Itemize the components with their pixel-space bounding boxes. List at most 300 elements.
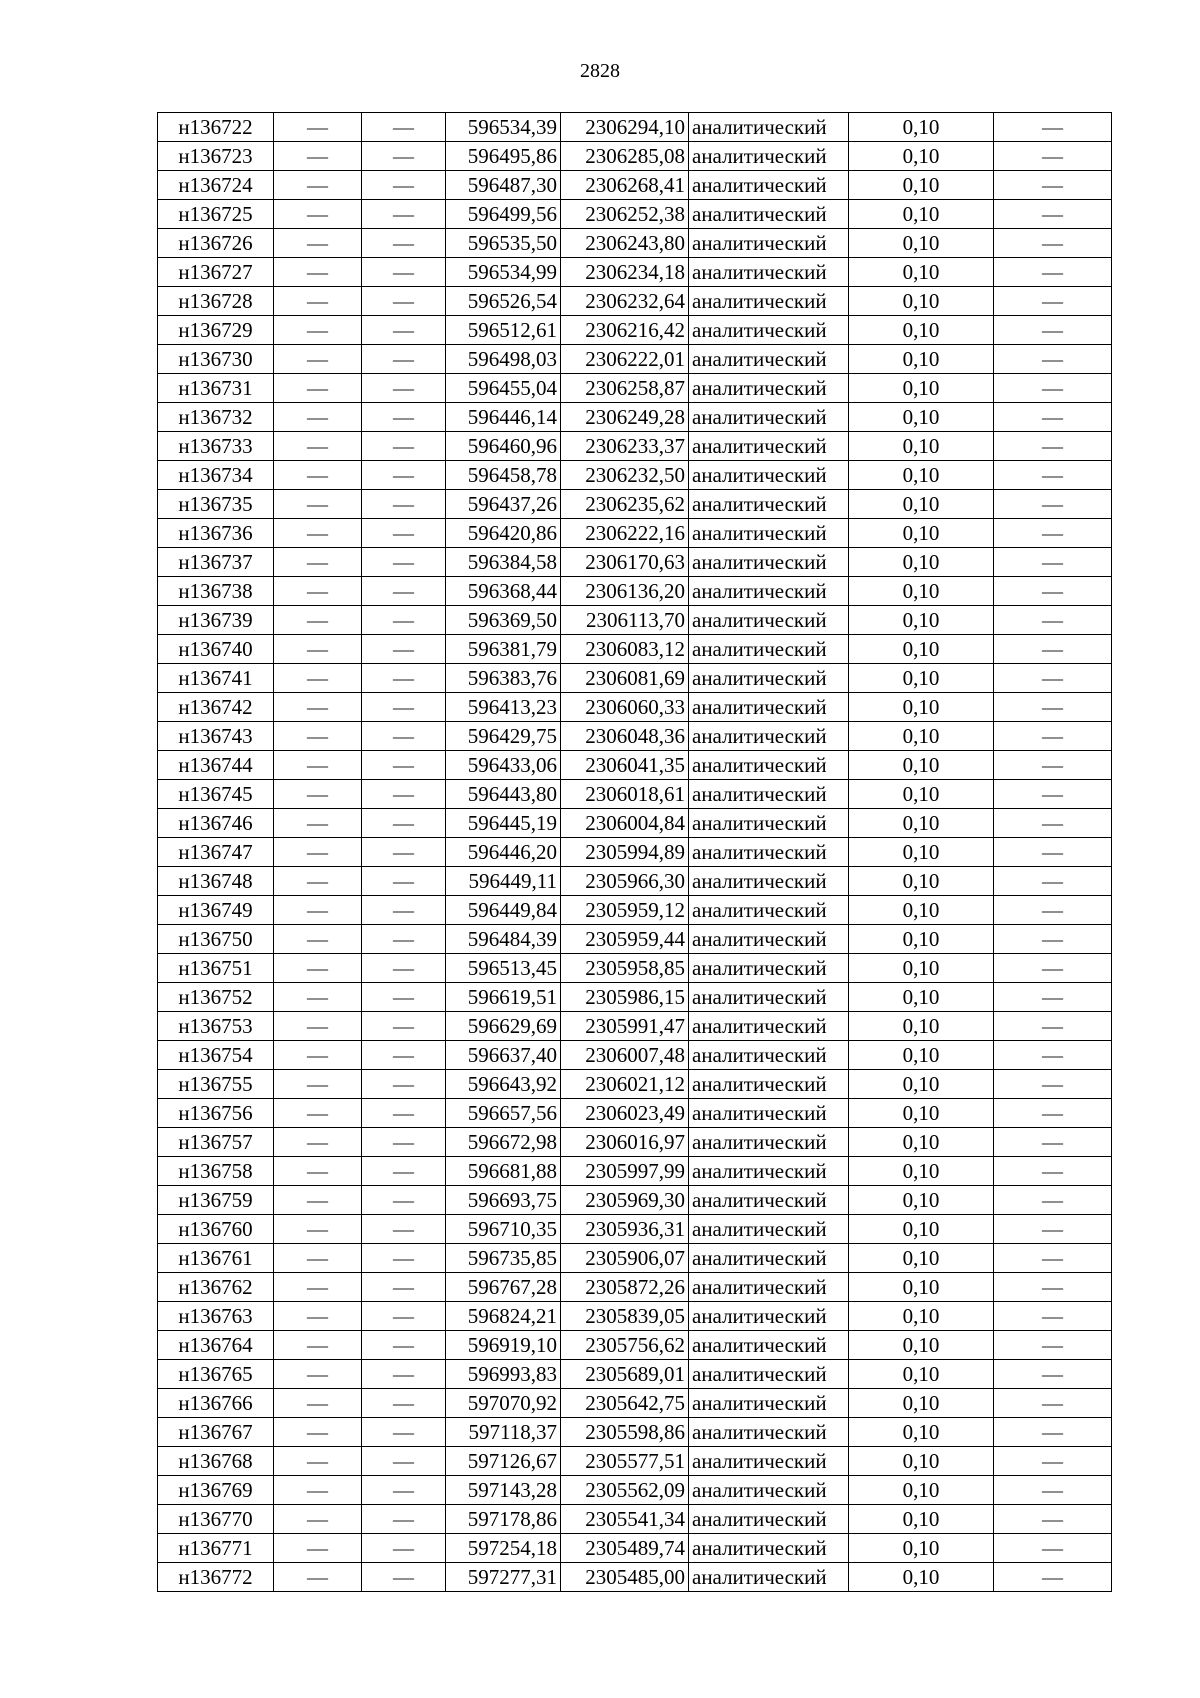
page-number: 2828 (580, 60, 620, 82)
point-id-cell: н136725 (158, 200, 274, 229)
empty-dash-cell: — (274, 1302, 362, 1331)
method-cell: аналитический (689, 1331, 849, 1360)
method-cell: аналитический (689, 577, 849, 606)
accuracy-cell: 0,10 (849, 1534, 994, 1563)
table-row (158, 1012, 1112, 1041)
point-id-cell: н136764 (158, 1331, 274, 1360)
y-coordinate-cell: 2306233,37 (561, 432, 689, 461)
empty-dash-cell: — (362, 403, 446, 432)
empty-dash-cell: — (274, 809, 362, 838)
table-row (158, 1505, 1112, 1534)
empty-dash-cell: — (994, 1534, 1112, 1563)
empty-dash-cell: — (994, 1244, 1112, 1273)
empty-dash-cell: — (362, 838, 446, 867)
x-coordinate-cell: 596735,85 (446, 1244, 561, 1273)
y-coordinate-cell: 2306004,84 (561, 809, 689, 838)
accuracy-cell: 0,10 (849, 925, 994, 954)
x-coordinate-cell: 596443,80 (446, 780, 561, 809)
empty-dash-cell: — (994, 954, 1112, 983)
point-id-cell: н136768 (158, 1447, 274, 1476)
method-cell: аналитический (689, 1302, 849, 1331)
point-id-cell: н136754 (158, 1041, 274, 1070)
empty-dash-cell: — (362, 1360, 446, 1389)
point-id-cell: н136752 (158, 983, 274, 1012)
accuracy-cell: 0,10 (849, 1476, 994, 1505)
method-cell: аналитический (689, 1360, 849, 1389)
y-coordinate-cell: 2305756,62 (561, 1331, 689, 1360)
table-row (158, 200, 1112, 229)
y-coordinate-cell: 2306113,70 (561, 606, 689, 635)
empty-dash-cell: — (362, 1563, 446, 1592)
empty-dash-cell: — (274, 1215, 362, 1244)
empty-dash-cell: — (362, 722, 446, 751)
point-id-cell: н136765 (158, 1360, 274, 1389)
table-row (158, 1273, 1112, 1302)
y-coordinate-cell: 2305839,05 (561, 1302, 689, 1331)
empty-dash-cell: — (362, 229, 446, 258)
x-coordinate-cell: 596681,88 (446, 1157, 561, 1186)
table-row (158, 693, 1112, 722)
empty-dash-cell: — (994, 896, 1112, 925)
y-coordinate-cell: 2305994,89 (561, 838, 689, 867)
table-row (158, 1476, 1112, 1505)
empty-dash-cell: — (362, 1070, 446, 1099)
accuracy-cell: 0,10 (849, 432, 994, 461)
empty-dash-cell: — (274, 490, 362, 519)
y-coordinate-cell: 2306235,62 (561, 490, 689, 519)
y-coordinate-cell: 2306081,69 (561, 664, 689, 693)
empty-dash-cell: — (362, 1012, 446, 1041)
x-coordinate-cell: 596672,98 (446, 1128, 561, 1157)
y-coordinate-cell: 2305598,86 (561, 1418, 689, 1447)
empty-dash-cell: — (994, 200, 1112, 229)
table-row (158, 1215, 1112, 1244)
empty-dash-cell: — (274, 1447, 362, 1476)
x-coordinate-cell: 596381,79 (446, 635, 561, 664)
empty-dash-cell: — (994, 635, 1112, 664)
x-coordinate-cell: 596484,39 (446, 925, 561, 954)
empty-dash-cell: — (274, 1418, 362, 1447)
empty-dash-cell: — (994, 664, 1112, 693)
point-id-cell: н136772 (158, 1563, 274, 1592)
x-coordinate-cell: 596413,23 (446, 693, 561, 722)
point-id-cell: н136738 (158, 577, 274, 606)
empty-dash-cell: — (274, 113, 362, 142)
method-cell: аналитический (689, 1157, 849, 1186)
point-id-cell: н136767 (158, 1418, 274, 1447)
point-id-cell: н136749 (158, 896, 274, 925)
y-coordinate-cell: 2306007,48 (561, 1041, 689, 1070)
empty-dash-cell: — (994, 1563, 1112, 1592)
empty-dash-cell: — (362, 925, 446, 954)
point-id-cell: н136759 (158, 1186, 274, 1215)
empty-dash-cell: — (362, 983, 446, 1012)
x-coordinate-cell: 597070,92 (446, 1389, 561, 1418)
x-coordinate-cell: 596449,11 (446, 867, 561, 896)
empty-dash-cell: — (362, 519, 446, 548)
y-coordinate-cell: 2305997,99 (561, 1157, 689, 1186)
table-row (158, 1157, 1112, 1186)
x-coordinate-cell: 596498,03 (446, 345, 561, 374)
accuracy-cell: 0,10 (849, 1505, 994, 1534)
table-row (158, 867, 1112, 896)
x-coordinate-cell: 596693,75 (446, 1186, 561, 1215)
method-cell: аналитический (689, 1273, 849, 1302)
y-coordinate-cell: 2306234,18 (561, 258, 689, 287)
table-row (158, 1389, 1112, 1418)
method-cell: аналитический (689, 1534, 849, 1563)
empty-dash-cell: — (274, 142, 362, 171)
accuracy-cell: 0,10 (849, 1418, 994, 1447)
empty-dash-cell: — (274, 1505, 362, 1534)
table-row (158, 954, 1112, 983)
point-id-cell: н136744 (158, 751, 274, 780)
empty-dash-cell: — (994, 1099, 1112, 1128)
empty-dash-cell: — (274, 983, 362, 1012)
method-cell: аналитический (689, 287, 849, 316)
empty-dash-cell: — (362, 780, 446, 809)
method-cell: аналитический (689, 374, 849, 403)
empty-dash-cell: — (362, 1041, 446, 1070)
method-cell: аналитический (689, 229, 849, 258)
x-coordinate-cell: 596534,39 (446, 113, 561, 142)
method-cell: аналитический (689, 113, 849, 142)
method-cell: аналитический (689, 1012, 849, 1041)
empty-dash-cell: — (994, 1389, 1112, 1418)
empty-dash-cell: — (994, 171, 1112, 200)
table-row (158, 1534, 1112, 1563)
empty-dash-cell: — (362, 1128, 446, 1157)
point-id-cell: н136722 (158, 113, 274, 142)
point-id-cell: н136753 (158, 1012, 274, 1041)
empty-dash-cell: — (994, 693, 1112, 722)
method-cell: аналитический (689, 1476, 849, 1505)
y-coordinate-cell: 2306243,80 (561, 229, 689, 258)
point-id-cell: н136727 (158, 258, 274, 287)
table-row (158, 287, 1112, 316)
empty-dash-cell: — (274, 432, 362, 461)
empty-dash-cell: — (274, 780, 362, 809)
point-id-cell: н136724 (158, 171, 274, 200)
x-coordinate-cell: 596384,58 (446, 548, 561, 577)
point-id-cell: н136736 (158, 519, 274, 548)
y-coordinate-cell: 2306216,42 (561, 316, 689, 345)
empty-dash-cell: — (994, 548, 1112, 577)
empty-dash-cell: — (362, 258, 446, 287)
empty-dash-cell: — (274, 751, 362, 780)
x-coordinate-cell: 596369,50 (446, 606, 561, 635)
empty-dash-cell: — (274, 1012, 362, 1041)
empty-dash-cell: — (362, 1534, 446, 1563)
accuracy-cell: 0,10 (849, 780, 994, 809)
point-id-cell: н136739 (158, 606, 274, 635)
y-coordinate-cell: 2305872,26 (561, 1273, 689, 1302)
empty-dash-cell: — (362, 693, 446, 722)
accuracy-cell: 0,10 (849, 113, 994, 142)
empty-dash-cell: — (274, 1157, 362, 1186)
y-coordinate-cell: 2306060,33 (561, 693, 689, 722)
method-cell: аналитический (689, 780, 849, 809)
point-id-cell: н136741 (158, 664, 274, 693)
x-coordinate-cell: 596446,20 (446, 838, 561, 867)
accuracy-cell: 0,10 (849, 403, 994, 432)
point-id-cell: н136745 (158, 780, 274, 809)
method-cell: аналитический (689, 1128, 849, 1157)
empty-dash-cell: — (274, 229, 362, 258)
empty-dash-cell: — (362, 113, 446, 142)
method-cell: аналитический (689, 925, 849, 954)
point-id-cell: н136733 (158, 432, 274, 461)
empty-dash-cell: — (994, 606, 1112, 635)
empty-dash-cell: — (994, 983, 1112, 1012)
method-cell: аналитический (689, 548, 849, 577)
point-id-cell: н136730 (158, 345, 274, 374)
empty-dash-cell: — (362, 171, 446, 200)
accuracy-cell: 0,10 (849, 1447, 994, 1476)
empty-dash-cell: — (274, 867, 362, 896)
accuracy-cell: 0,10 (849, 1070, 994, 1099)
x-coordinate-cell: 596643,92 (446, 1070, 561, 1099)
point-id-cell: н136731 (158, 374, 274, 403)
method-cell: аналитический (689, 171, 849, 200)
point-id-cell: н136761 (158, 1244, 274, 1273)
empty-dash-cell: — (994, 1157, 1112, 1186)
empty-dash-cell: — (274, 577, 362, 606)
x-coordinate-cell: 597254,18 (446, 1534, 561, 1563)
accuracy-cell: 0,10 (849, 461, 994, 490)
point-id-cell: н136762 (158, 1273, 274, 1302)
empty-dash-cell: — (274, 1389, 362, 1418)
empty-dash-cell: — (362, 577, 446, 606)
accuracy-cell: 0,10 (849, 896, 994, 925)
y-coordinate-cell: 2306041,35 (561, 751, 689, 780)
method-cell: аналитический (689, 1099, 849, 1128)
empty-dash-cell: — (994, 925, 1112, 954)
x-coordinate-cell: 596919,10 (446, 1331, 561, 1360)
accuracy-cell: 0,10 (849, 142, 994, 171)
y-coordinate-cell: 2305991,47 (561, 1012, 689, 1041)
empty-dash-cell: — (994, 1360, 1112, 1389)
empty-dash-cell: — (274, 519, 362, 548)
table-row (158, 113, 1112, 142)
x-coordinate-cell: 596495,86 (446, 142, 561, 171)
accuracy-cell: 0,10 (849, 664, 994, 693)
y-coordinate-cell: 2305562,09 (561, 1476, 689, 1505)
y-coordinate-cell: 2306285,08 (561, 142, 689, 171)
empty-dash-cell: — (362, 635, 446, 664)
y-coordinate-cell: 2305986,15 (561, 983, 689, 1012)
empty-dash-cell: — (274, 693, 362, 722)
x-coordinate-cell: 597118,37 (446, 1418, 561, 1447)
empty-dash-cell: — (994, 1476, 1112, 1505)
point-id-cell: н136729 (158, 316, 274, 345)
empty-dash-cell: — (994, 809, 1112, 838)
empty-dash-cell: — (362, 1273, 446, 1302)
method-cell: аналитический (689, 258, 849, 287)
empty-dash-cell: — (362, 1244, 446, 1273)
empty-dash-cell: — (994, 287, 1112, 316)
empty-dash-cell: — (362, 461, 446, 490)
x-coordinate-cell: 597178,86 (446, 1505, 561, 1534)
table-row (158, 1360, 1112, 1389)
empty-dash-cell: — (994, 838, 1112, 867)
x-coordinate-cell: 596767,28 (446, 1273, 561, 1302)
empty-dash-cell: — (994, 1331, 1112, 1360)
method-cell: аналитический (689, 316, 849, 345)
table-row (158, 606, 1112, 635)
table-row (158, 896, 1112, 925)
point-id-cell: н136723 (158, 142, 274, 171)
table-row (158, 229, 1112, 258)
table-row (158, 1563, 1112, 1592)
empty-dash-cell: — (994, 113, 1112, 142)
x-coordinate-cell: 596657,56 (446, 1099, 561, 1128)
coordinates-table-body (158, 113, 1112, 1592)
y-coordinate-cell: 2306249,28 (561, 403, 689, 432)
method-cell: аналитический (689, 142, 849, 171)
accuracy-cell: 0,10 (849, 1099, 994, 1128)
y-coordinate-cell: 2305906,07 (561, 1244, 689, 1273)
y-coordinate-cell: 2306258,87 (561, 374, 689, 403)
y-coordinate-cell: 2306048,36 (561, 722, 689, 751)
y-coordinate-cell: 2306232,64 (561, 287, 689, 316)
method-cell: аналитический (689, 1505, 849, 1534)
empty-dash-cell: — (274, 1476, 362, 1505)
method-cell: аналитический (689, 1418, 849, 1447)
y-coordinate-cell: 2306016,97 (561, 1128, 689, 1157)
point-id-cell: н136755 (158, 1070, 274, 1099)
x-coordinate-cell: 596535,50 (446, 229, 561, 258)
x-coordinate-cell: 596449,84 (446, 896, 561, 925)
accuracy-cell: 0,10 (849, 171, 994, 200)
accuracy-cell: 0,10 (849, 751, 994, 780)
empty-dash-cell: — (274, 722, 362, 751)
empty-dash-cell: — (274, 374, 362, 403)
method-cell: аналитический (689, 345, 849, 374)
y-coordinate-cell: 2306222,16 (561, 519, 689, 548)
accuracy-cell: 0,10 (849, 1128, 994, 1157)
x-coordinate-cell: 596629,69 (446, 1012, 561, 1041)
accuracy-cell: 0,10 (849, 1041, 994, 1070)
empty-dash-cell: — (994, 1012, 1112, 1041)
accuracy-cell: 0,10 (849, 548, 994, 577)
empty-dash-cell: — (362, 896, 446, 925)
method-cell: аналитический (689, 983, 849, 1012)
empty-dash-cell: — (994, 867, 1112, 896)
table-row (158, 519, 1112, 548)
point-id-cell: н136732 (158, 403, 274, 432)
empty-dash-cell: — (362, 867, 446, 896)
accuracy-cell: 0,10 (849, 577, 994, 606)
x-coordinate-cell: 596710,35 (446, 1215, 561, 1244)
empty-dash-cell: — (274, 1244, 362, 1273)
y-coordinate-cell: 2306018,61 (561, 780, 689, 809)
point-id-cell: н136743 (158, 722, 274, 751)
empty-dash-cell: — (994, 403, 1112, 432)
empty-dash-cell: — (994, 1447, 1112, 1476)
accuracy-cell: 0,10 (849, 606, 994, 635)
y-coordinate-cell: 2306268,41 (561, 171, 689, 200)
point-id-cell: н136726 (158, 229, 274, 258)
empty-dash-cell: — (274, 1070, 362, 1099)
empty-dash-cell: — (274, 287, 362, 316)
accuracy-cell: 0,10 (849, 229, 994, 258)
method-cell: аналитический (689, 606, 849, 635)
empty-dash-cell: — (362, 142, 446, 171)
empty-dash-cell: — (994, 751, 1112, 780)
point-id-cell: н136750 (158, 925, 274, 954)
method-cell: аналитический (689, 693, 849, 722)
empty-dash-cell: — (994, 577, 1112, 606)
method-cell: аналитический (689, 1215, 849, 1244)
x-coordinate-cell: 596487,30 (446, 171, 561, 200)
x-coordinate-cell: 596993,83 (446, 1360, 561, 1389)
point-id-cell: н136757 (158, 1128, 274, 1157)
empty-dash-cell: — (994, 345, 1112, 374)
x-coordinate-cell: 596433,06 (446, 751, 561, 780)
y-coordinate-cell: 2306083,12 (561, 635, 689, 664)
method-cell: аналитический (689, 664, 849, 693)
method-cell: аналитический (689, 1070, 849, 1099)
table-row (158, 1070, 1112, 1099)
point-id-cell: н136737 (158, 548, 274, 577)
empty-dash-cell: — (362, 316, 446, 345)
point-id-cell: н136769 (158, 1476, 274, 1505)
y-coordinate-cell: 2306232,50 (561, 461, 689, 490)
point-id-cell: н136760 (158, 1215, 274, 1244)
empty-dash-cell: — (274, 954, 362, 983)
x-coordinate-cell: 597143,28 (446, 1476, 561, 1505)
empty-dash-cell: — (362, 1476, 446, 1505)
y-coordinate-cell: 2305541,34 (561, 1505, 689, 1534)
x-coordinate-cell: 596534,99 (446, 258, 561, 287)
x-coordinate-cell: 596420,86 (446, 519, 561, 548)
empty-dash-cell: — (362, 606, 446, 635)
empty-dash-cell: — (274, 1041, 362, 1070)
empty-dash-cell: — (994, 1128, 1112, 1157)
accuracy-cell: 0,10 (849, 519, 994, 548)
table-row (158, 403, 1112, 432)
table-row (158, 983, 1112, 1012)
empty-dash-cell: — (994, 258, 1112, 287)
x-coordinate-cell: 596637,40 (446, 1041, 561, 1070)
x-coordinate-cell: 596383,76 (446, 664, 561, 693)
x-coordinate-cell: 596513,45 (446, 954, 561, 983)
empty-dash-cell: — (362, 1215, 446, 1244)
table-row (158, 258, 1112, 287)
empty-dash-cell: — (994, 1186, 1112, 1215)
empty-dash-cell: — (994, 142, 1112, 171)
empty-dash-cell: — (274, 316, 362, 345)
table-row (158, 751, 1112, 780)
method-cell: аналитический (689, 954, 849, 983)
method-cell: аналитический (689, 461, 849, 490)
method-cell: аналитический (689, 490, 849, 519)
accuracy-cell: 0,10 (849, 693, 994, 722)
x-coordinate-cell: 597277,31 (446, 1563, 561, 1592)
table-row (158, 838, 1112, 867)
empty-dash-cell: — (994, 519, 1112, 548)
empty-dash-cell: — (274, 461, 362, 490)
accuracy-cell: 0,10 (849, 345, 994, 374)
empty-dash-cell: — (362, 1418, 446, 1447)
empty-dash-cell: — (274, 200, 362, 229)
point-id-cell: н136734 (158, 461, 274, 490)
table-row (158, 925, 1112, 954)
table-row (158, 809, 1112, 838)
empty-dash-cell: — (274, 403, 362, 432)
empty-dash-cell: — (362, 490, 446, 519)
